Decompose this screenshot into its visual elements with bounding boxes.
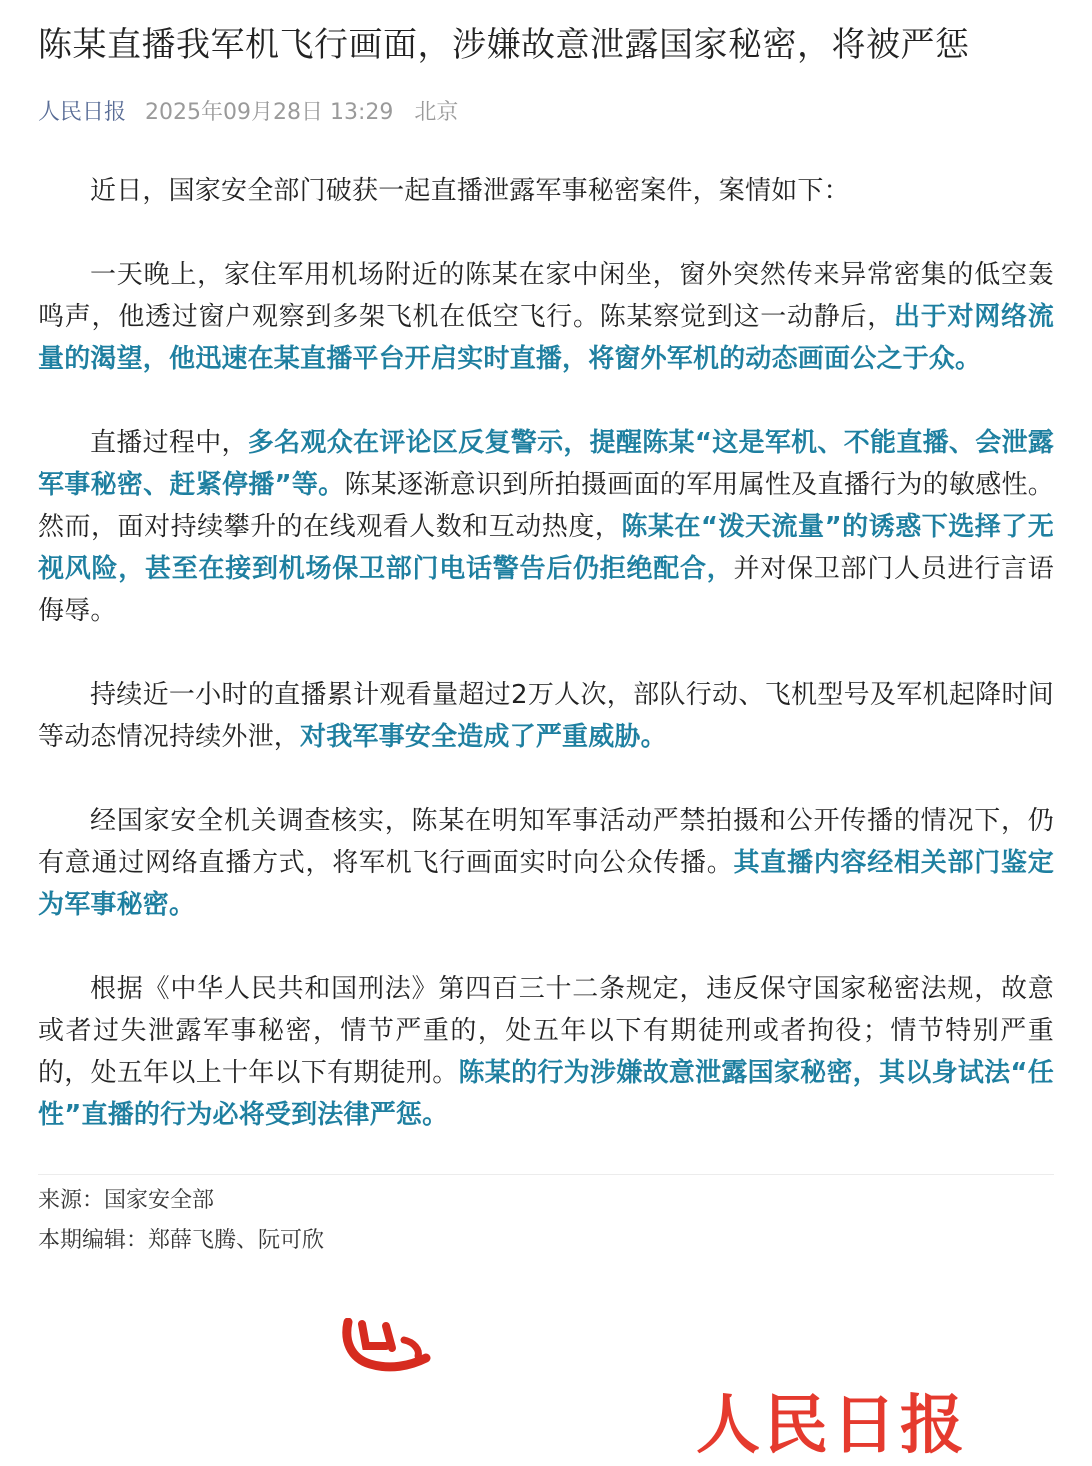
highlighted-text: 对我军事安全造成了严重威胁。 [300,722,667,752]
article-meta [38,98,1054,128]
footer-source-line [38,1181,1054,1221]
text-run: 一天晚上，家住军用机场附近的陈某在家中闲坐，窗外突然传来异常密集的低空轰鸣声，他透过窗户观察到多架飞机在低空飞行。陈某察觉到这一动静后， [38,260,1054,332]
footer-editor-line [38,1221,1054,1261]
paragraph-2 [38,254,1054,380]
text-run: 直播过程中， [90,428,248,458]
highlighted-text: 陈某在“泼天流量”的诱惑下选择了无视风险，甚至在接到机场保卫部门电话警告后仍拒绝配合， [38,512,1054,584]
footer-editor-label: 本期编辑： [38,1228,149,1253]
article-body [38,170,1054,1136]
highlighted-text: 陈某的行为涉嫌故意泄露国家秘密，其以身试法“任性”直播的行为必将受到法律严惩。 [38,1058,1054,1130]
paragraph-5 [38,800,1054,926]
footer-source-label: 来源： [38,1188,105,1213]
footer-source-value: 国家安全部 [104,1188,215,1213]
text-run: 经国家安全机关调查核实，陈某在明知军事活动严禁拍摄和公开传播的情况下，仍有意通过网络直播方式，将军机飞行画面实时向公众传播。 [38,806,1054,878]
article-title: 陈某直播我军机飞行画面，涉嫌故意泄露国家秘密，将被严惩 [38,25,970,65]
highlighted-text: 其直播内容经相关部门鉴定为军事秘密。 [38,848,1054,920]
article [38,0,1054,1261]
source-link[interactable]: 人民日报 [38,100,127,125]
highlighted-text: 出于对网络流量的渴望，他迅速在某直播平台开启实时直播，将窗外军机的动态画面公之于众。 [38,302,1055,374]
publish-date: 2025年09月28日 13:29 [145,100,394,125]
paragraph-4 [38,674,1054,758]
watermark-logo: 人民日报 [696,1389,968,1463]
text-run: 近日，国家安全部门破获一起直播泄露军事秘密案件，案情如下： [90,176,850,206]
publish-location: 北京 [414,100,459,125]
logo-fragment-icon [340,1318,436,1372]
paragraph-6 [38,968,1054,1136]
text-run: 持续近一小时的直播累计观看量超过2万人次，部队行动、飞机型号及军机起降时间等动态情况持续外泄， [38,680,1054,752]
footer-divider [38,1174,1054,1175]
paragraph-1 [38,170,1054,212]
article-footer [38,1181,1054,1261]
text-run: 根据《中华人民共和国刑法》第四百三十二条规定，违反保守国家秘密法规，故意或者过失泄露军事秘密，情节严重的，处五年以下有期徒刑或者拘役；情节特别严重的，处五年以上十年以下有期徒刑。 [38,974,1054,1088]
text-run: 并对保卫部门人员进行言语侮辱。 [38,554,1054,626]
highlighted-text: 多名观众在评论区反复警示，提醒陈某“这是军机、不能直播、会泄露军事秘密、赶紧停播”等。 [38,428,1055,500]
text-run: 陈某逐渐意识到所拍摄画面的军用属性及直播行为的敏感性。然而，面对持续攀升的在线观看人数和互动热度， [38,470,1054,542]
footer-editor-value: 郑薛飞腾、阮可欣 [148,1228,325,1253]
paragraph-3 [38,422,1054,632]
